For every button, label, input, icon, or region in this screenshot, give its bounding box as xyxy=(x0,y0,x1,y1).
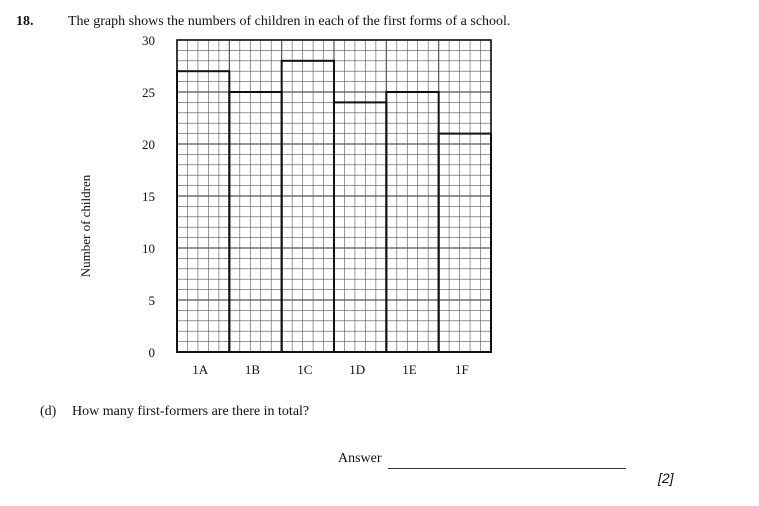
x-tick-label: 1F xyxy=(454,362,469,377)
answer-label: Answer xyxy=(338,451,382,466)
x-tick-label: 1E xyxy=(402,362,417,377)
bar-1E xyxy=(386,92,438,352)
y-tick-label: 30 xyxy=(142,33,155,48)
x-tick-label: 1A xyxy=(192,362,209,377)
y-tick-label: 10 xyxy=(142,241,155,256)
question-text: The graph shows the numbers of children in each of the first forms of a school. xyxy=(68,14,511,29)
x-tick-label: 1C xyxy=(297,362,313,377)
question-number: 18. xyxy=(16,14,34,29)
part-d-label: (d) xyxy=(40,404,57,419)
bar-1B xyxy=(229,92,281,352)
y-tick-label: 25 xyxy=(142,85,155,100)
part-d-question: How many first-formers are there in total? xyxy=(72,404,310,419)
marks-label: [2] xyxy=(658,470,674,486)
y-tick-label: 15 xyxy=(142,189,155,204)
y-axis-label: Number of children xyxy=(78,174,93,278)
bar-1F xyxy=(439,134,491,352)
x-tick-label: 1D xyxy=(349,362,366,377)
y-tick-label: 0 xyxy=(148,345,155,360)
bar-1A xyxy=(177,71,229,352)
x-tick-label: 1B xyxy=(244,362,261,377)
y-tick-label: 20 xyxy=(142,137,155,152)
answer-line[interactable] xyxy=(388,468,626,469)
y-tick-label: 5 xyxy=(148,293,155,308)
